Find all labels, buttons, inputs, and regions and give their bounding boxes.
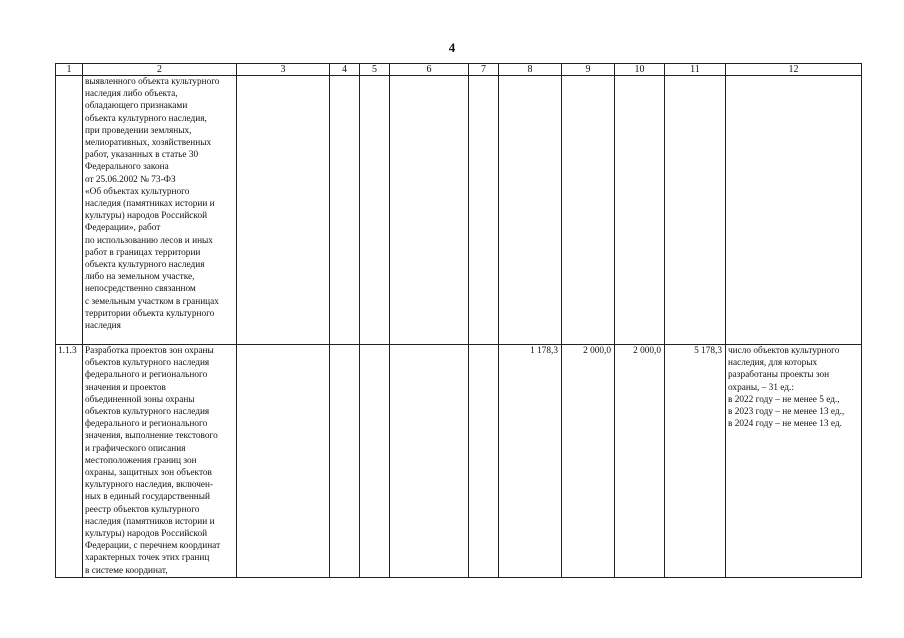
- text-line: работ в границах территории: [85, 247, 201, 258]
- text-line: работ, указанных в статье 30: [85, 150, 199, 161]
- text-line: в системе координат,: [85, 565, 168, 576]
- text-line: «Об объектах культурного: [85, 186, 190, 197]
- empty-cell: [360, 345, 390, 578]
- empty-cell: [469, 76, 499, 345]
- text-line: местоположения границ зон: [85, 455, 197, 466]
- value-cell-col11: 5 178,3: [665, 345, 726, 578]
- value-cell-col8: 1 178,3: [499, 345, 562, 578]
- header-cell-10: 10: [615, 64, 665, 76]
- row-description-cell: [83, 76, 237, 345]
- text-line: культуры) народов Российской: [85, 529, 208, 540]
- empty-cell: [330, 76, 360, 345]
- table-row: [56, 76, 862, 345]
- empty-cell: [360, 76, 390, 345]
- value-cell-col8: [499, 76, 562, 345]
- text-line: наследия, для которых: [728, 358, 818, 369]
- text-line: федерального и регионального: [85, 370, 208, 381]
- text-line: мелиоративных, хозяйственных: [85, 138, 212, 149]
- text-line: объектов культурного наследия: [85, 358, 210, 369]
- empty-cell: [390, 345, 469, 578]
- text-line: наследия (памятников истории и: [85, 516, 215, 527]
- header-row: [56, 64, 862, 76]
- empty-cell: [330, 345, 360, 578]
- empty-cell: [237, 76, 330, 345]
- text-line: либо на земельном участке,: [85, 272, 195, 283]
- text-line: выявленного объекта культурного: [85, 77, 220, 87]
- header-cell-7: 7: [469, 64, 499, 76]
- text-line: объектов культурного наследия: [85, 407, 210, 418]
- text-line: значения, выполнение текстового: [85, 431, 218, 442]
- header-cell-11: 11: [665, 64, 726, 76]
- value-cell-col9: 2 000,0: [562, 345, 615, 578]
- text-line: Федерации, с перечнем координат: [85, 541, 221, 552]
- text-line: охраны, – 31 ед.:: [728, 382, 794, 393]
- row-description-cell: [83, 345, 237, 578]
- text-line: обладающего признаками: [85, 101, 188, 112]
- row-id-cell: 1.1.3: [56, 345, 83, 578]
- table-row: [56, 345, 862, 578]
- value-cell-col10: 2 000,0: [615, 345, 665, 578]
- empty-cell: [469, 345, 499, 578]
- row-id-cell: [56, 76, 83, 345]
- header-cell-6: 6: [390, 64, 469, 76]
- text-line: Разработка проектов зон охраны: [85, 346, 214, 356]
- header-cell-5: 5: [360, 64, 390, 76]
- text-line: с земельным участком в границах: [85, 296, 219, 307]
- text-line: наследия (памятниках истории и: [85, 199, 215, 210]
- header-cell-8: 8: [499, 64, 562, 76]
- value-cell-col10: [615, 76, 665, 345]
- text-line: по использованию лесов и иных: [85, 235, 213, 246]
- value-cell-col9: [562, 76, 615, 345]
- text-line: объекта культурного наследия,: [85, 113, 207, 124]
- empty-cell: [390, 76, 469, 345]
- text-line: Федерального закона: [85, 162, 169, 173]
- text-line: реестр объектов культурного: [85, 504, 200, 515]
- header-cell-9: 9: [562, 64, 615, 76]
- page-number: 4: [448, 40, 456, 55]
- text-line: в 2023 году – не менее 13 ед.,: [728, 407, 845, 418]
- header-cell-2: 2: [83, 64, 237, 76]
- text-line: культурного наследия, включен-: [85, 480, 214, 491]
- text-line: в 2022 году – не менее 5 ед.,: [728, 394, 840, 405]
- text-line: объединенной зоны охраны: [85, 394, 195, 405]
- text-line: культуры) народов Российской: [85, 211, 208, 222]
- text-line: охраны, защитных зон объектов: [85, 468, 212, 479]
- text-line: значения и проектов: [85, 382, 166, 393]
- header-cell-3: 3: [237, 64, 330, 76]
- text-line: от 25.06.2002 № 73-ФЗ: [85, 174, 176, 185]
- header-cell-1: 1: [56, 64, 83, 76]
- text-line: объекта культурного наследия: [85, 260, 205, 271]
- header-cell-12: 12: [726, 64, 862, 76]
- text-line: характерных точек этих границ: [85, 553, 210, 564]
- text-line: и графического описания: [85, 443, 186, 454]
- text-line: число объектов культурного: [728, 346, 840, 356]
- text-line: Федерации», работ: [85, 223, 161, 234]
- text-line: при проведении земляных,: [85, 125, 192, 136]
- program-table: [55, 63, 862, 578]
- result-cell: [726, 76, 862, 345]
- text-line: в 2024 году – не менее 13 ед.: [728, 419, 842, 430]
- text-line: наследия либо объекта,: [85, 89, 178, 100]
- text-line: разработаны проекты зон: [728, 370, 830, 381]
- header-cell-4: 4: [330, 64, 360, 76]
- text-line: федерального и регионального: [85, 419, 208, 430]
- text-line: территории объекта культурного: [85, 308, 215, 319]
- result-cell: [726, 345, 862, 578]
- text-line: ных в единый государственный: [85, 492, 210, 503]
- text-line: непосредственно связанном: [85, 284, 196, 295]
- text-line: наследия: [85, 321, 121, 332]
- value-cell-col11: [665, 76, 726, 345]
- empty-cell: [237, 345, 330, 578]
